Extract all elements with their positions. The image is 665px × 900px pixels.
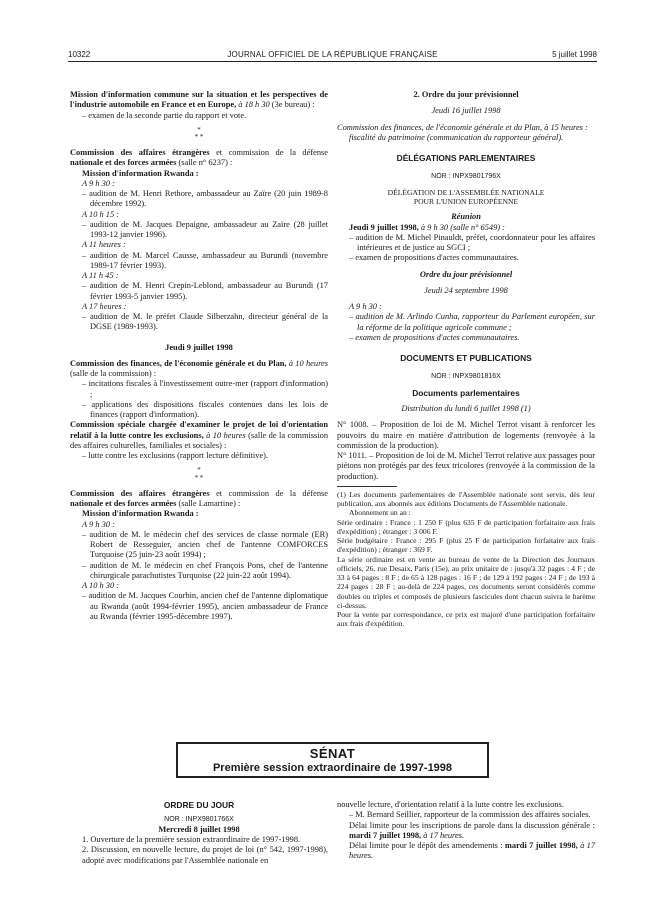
page-number: 10322	[68, 50, 91, 59]
rwanda-commission-block: Commission des affaires étrangères et commission de la défense nationale et des forces armées (salle n° 6237) :	[70, 148, 328, 168]
footnote: (1) Les documents parlementaires de l'Assemblée nationale sont servis, dès leur publication, aux abonnés aux éditions Documents de l'Assemblée nationale.	[337, 489, 595, 509]
deadline-line: Délai limite pour les inscriptions de parole dans la discussion générale : mardi 7 juillet 1998, à 17 heures.	[349, 820, 595, 840]
time-slot: A 11 heures :	[82, 240, 126, 250]
footnote: La série ordinaire est en vente au bureau de vente de la Direction des Journaux officiels, 26, rue Desaix, Paris (15e), au prix unitaire de : jusqu'à 32 pages : 4 F ; de 33 à 64 pages : 8 F ; de 65 à 128 pages : 16 F ; de 129 à 192 pages : 24 F ; de 193 à 224 pages : 28 F ; au-delà de 224 pages, ces documents seront considérés comme doubles ou triples et composés de plusieurs fascicules dont chacun suivra le barème ci-dessus.	[337, 554, 595, 610]
nor-reference: NOR : INPX9801766X	[164, 816, 234, 824]
section-heading: 2. Ordre du jour prévisionnel	[413, 90, 519, 99]
separator-stars: * * *	[194, 125, 204, 142]
section-heading: ORDRE DU JOUR	[163, 800, 235, 810]
footnote: Pour la vente par correspondance, ce prix est majoré d'une participation forfaitaire aux frais d'expédition.	[337, 610, 595, 629]
senat-title: SÉNAT	[309, 746, 356, 761]
deadline-line: Délai limite pour le dépôt des amendements : mardi 7 juillet 1998, à 17 heures.	[349, 841, 596, 861]
agenda-item: – audition de M. Marcel Causse, ambassadeur au Burundi (novembre 1989-17 février 1993).	[82, 250, 328, 270]
bottom-right-column	[337, 800, 595, 862]
senat-banner	[176, 742, 489, 778]
distribution-date: Distribution du lundi 6 juillet 1998 (1)	[401, 404, 531, 414]
nor-reference: NOR : INPX9801796X	[431, 173, 501, 181]
agenda-item: fiscalité du patrimoine (communication du rapporteur général).	[349, 132, 564, 142]
footnote: Série budgétaire : France : 295 F (plus 25 F de participation forfaitaire aux frais d'expédition) ; étranger : 369 F.	[337, 536, 595, 555]
agenda-item: – audition de M. Jacques Depaigne, ambassadeur au Zaïre (28 juillet 1993-12 janvier 1996).	[82, 219, 328, 240]
agenda-item: – audition de M. Michel Pinauldt, préfet, coordonnateur pour les affaires intérieures et de justice au SGCI ;	[349, 232, 595, 253]
left-column	[70, 90, 328, 622]
agenda-item: – audition de M. Henri Rethore, ambassadeur au Zaïre (20 juin 1989-8 décembre 1992).	[82, 189, 328, 209]
agenda-item: 1. Ouverture de la première session extraordinaire de 1997-1998.	[82, 835, 301, 845]
document-entry: N° 1008. – Proposition de loi de M. Michel Terrot visant à renforcer les pouvoirs du maire en matière d'attribution de logements (renvoyée à la commission de la production).	[337, 420, 595, 450]
agenda-item: – audition de M. le médecin en chef François Pons, chef de l'antenne chirurgicale parachutistes Turquoise (22 juin-22 août 1994).	[82, 560, 328, 580]
time-slot: A 11 h 45 :	[82, 271, 119, 281]
time-slot: A 9 h 30 :	[82, 178, 115, 188]
day-heading: Jeudi 24 septembre 1998	[424, 285, 508, 295]
agenda-item: – audition de M. Henri Crepin-Leblond, ambassadeur au Burundi (17 février 1993-5 janvier 1995).	[82, 281, 328, 301]
agenda-item: 2. Discussion, en nouvelle lecture, du projet de loi (n° 542, 1997-1998), adopté avec modifications par l'Assemblée nationale en	[82, 845, 328, 865]
day-heading: Jeudi 9 juillet 1998	[165, 342, 233, 352]
day-heading: Jeudi 16 juillet 1998	[431, 106, 501, 116]
rapporteur-line: – M. Bernard Seillier, rapporteur de la commission des affaires sociales.	[349, 810, 591, 820]
mission-title: Mission d'information Rwanda :	[82, 168, 199, 178]
agenda-item: – audition de M. Arlindo Cunha, rapporteur du Parlement européen, sur la réforme de la politique agricole commune ;	[349, 312, 595, 332]
time-slot: A 9 h 30 :	[349, 302, 382, 312]
agenda-item: – examen de propositions d'actes communautaires.	[349, 253, 519, 263]
organization-name: POUR L'UNION EUROPÉENNE	[413, 197, 519, 207]
agenda-item: – audition de M. le préfet Claude Silberzahn, directeur général de la DGSE (1989-1993).	[82, 312, 328, 332]
right-column	[337, 90, 595, 629]
document-entry: N° 1011. – Proposition de loi de M. Michel Terrot relative aux passages pour piétons non protégés par des feux tricolores (renvoyée à la commission de la production).	[337, 451, 595, 481]
senat-subtitle: Première session extraordinaire de 1997-1998	[212, 761, 453, 774]
agenda-item: – examen de la seconde partie du rapport et vote.	[82, 110, 247, 120]
time-slot: A 17 heures :	[82, 301, 127, 311]
agenda-item: – incitations fiscales à l'investissement outre-mer (rapport d'information) ;	[82, 379, 328, 399]
nor-reference: NOR : INPX9801816X	[431, 373, 501, 381]
header-rule	[68, 61, 597, 62]
subheading: Ordre du jour prévisionnel	[419, 269, 513, 279]
footnote: Abonnement un an :	[349, 508, 411, 518]
mission-title: Mission d'information Rwanda :	[82, 509, 199, 519]
finance-commission-block: Commission des finances, de l'économie générale et du Plan, à 10 heures (salle de la commission) :	[70, 358, 328, 379]
time-slot: A 10 h 15 :	[82, 209, 120, 219]
agenda-item: – audition de M. le médecin chef des services de classe normale (ER) Robert de Resseguier, ancien chef de l'antenne COMFORCES Turquoise (25 juin-23 août 1994) ;	[82, 529, 328, 560]
time-slot: A 9 h 30 :	[82, 519, 115, 529]
meeting-line: Jeudi 9 juillet 1998, à 9 h 30 (salle n° 6549) :	[349, 222, 505, 232]
agenda-item: – lutte contre les exclusions (rapport lecture définitive).	[82, 451, 269, 461]
section-heading: DÉLÉGATIONS PARLEMENTAIRES	[396, 153, 536, 163]
exclusions-commission-block: Commission spéciale chargée d'examiner le projet de loi d'orientation relatif à la lutte contre les exclusions, à 10 heures (salle de la commission des affaires culturelles, familiales et sociales) :	[70, 420, 329, 450]
subheading: Documents parlementaires	[412, 387, 520, 398]
footnote-rule	[337, 486, 397, 487]
paragraph: nouvelle lecture, d'orientation relatif à la lutte contre les exclusions.	[337, 800, 564, 809]
rwanda-commission-block-2: Commission des affaires étrangères et commission de la défense nationale et des forces armées (salle Lamartine) :	[70, 488, 328, 508]
paragraph: Commission des finances, de l'économie générale et du Plan, à 15 heures :	[337, 122, 588, 132]
section-heading: DOCUMENTS ET PUBLICATIONS	[400, 353, 532, 364]
agenda-item: – applications des dispositions fiscales contenues dans les lois de finances (rapport d'information).	[82, 399, 328, 420]
separator-stars: * * *	[194, 466, 204, 483]
automobile-mission-block: Mission d'information commune sur la situation et les perspectives de l'industrie automobile en France et en Europe, à 18 h 30 (3e bureau) :	[70, 90, 328, 110]
agenda-item: – examen de propositions d'actes communautaires.	[349, 332, 520, 342]
footnote: Série ordinaire : France : 1 250 F (plus 635 F de participation forfaitaire aux frais d'expédition) ; étranger : 3 006 F.	[337, 517, 595, 536]
subheading: Réunion	[451, 212, 481, 222]
organization-name: DÉLÉGATION DE L'ASSEMBLÉE NATIONALE	[387, 187, 545, 197]
issue-date: 5 juillet 1998	[552, 50, 597, 59]
agenda-item: – audition de M. Jacques Courbin, ancien chef de l'antenne diplomatique au Rwanda (août 1994-février 1995), ancien ambassadeur de France au Rwanda (février 1995-décembre 1997).	[82, 591, 328, 621]
time-slot: A 10 h 30 :	[82, 581, 120, 590]
journal-title: JOURNAL OFFICIEL DE LA RÉPUBLIQUE FRANÇAISE	[227, 50, 438, 59]
bottom-left-column	[70, 800, 328, 866]
day-heading: Mercredi 8 juillet 1998	[158, 824, 240, 834]
